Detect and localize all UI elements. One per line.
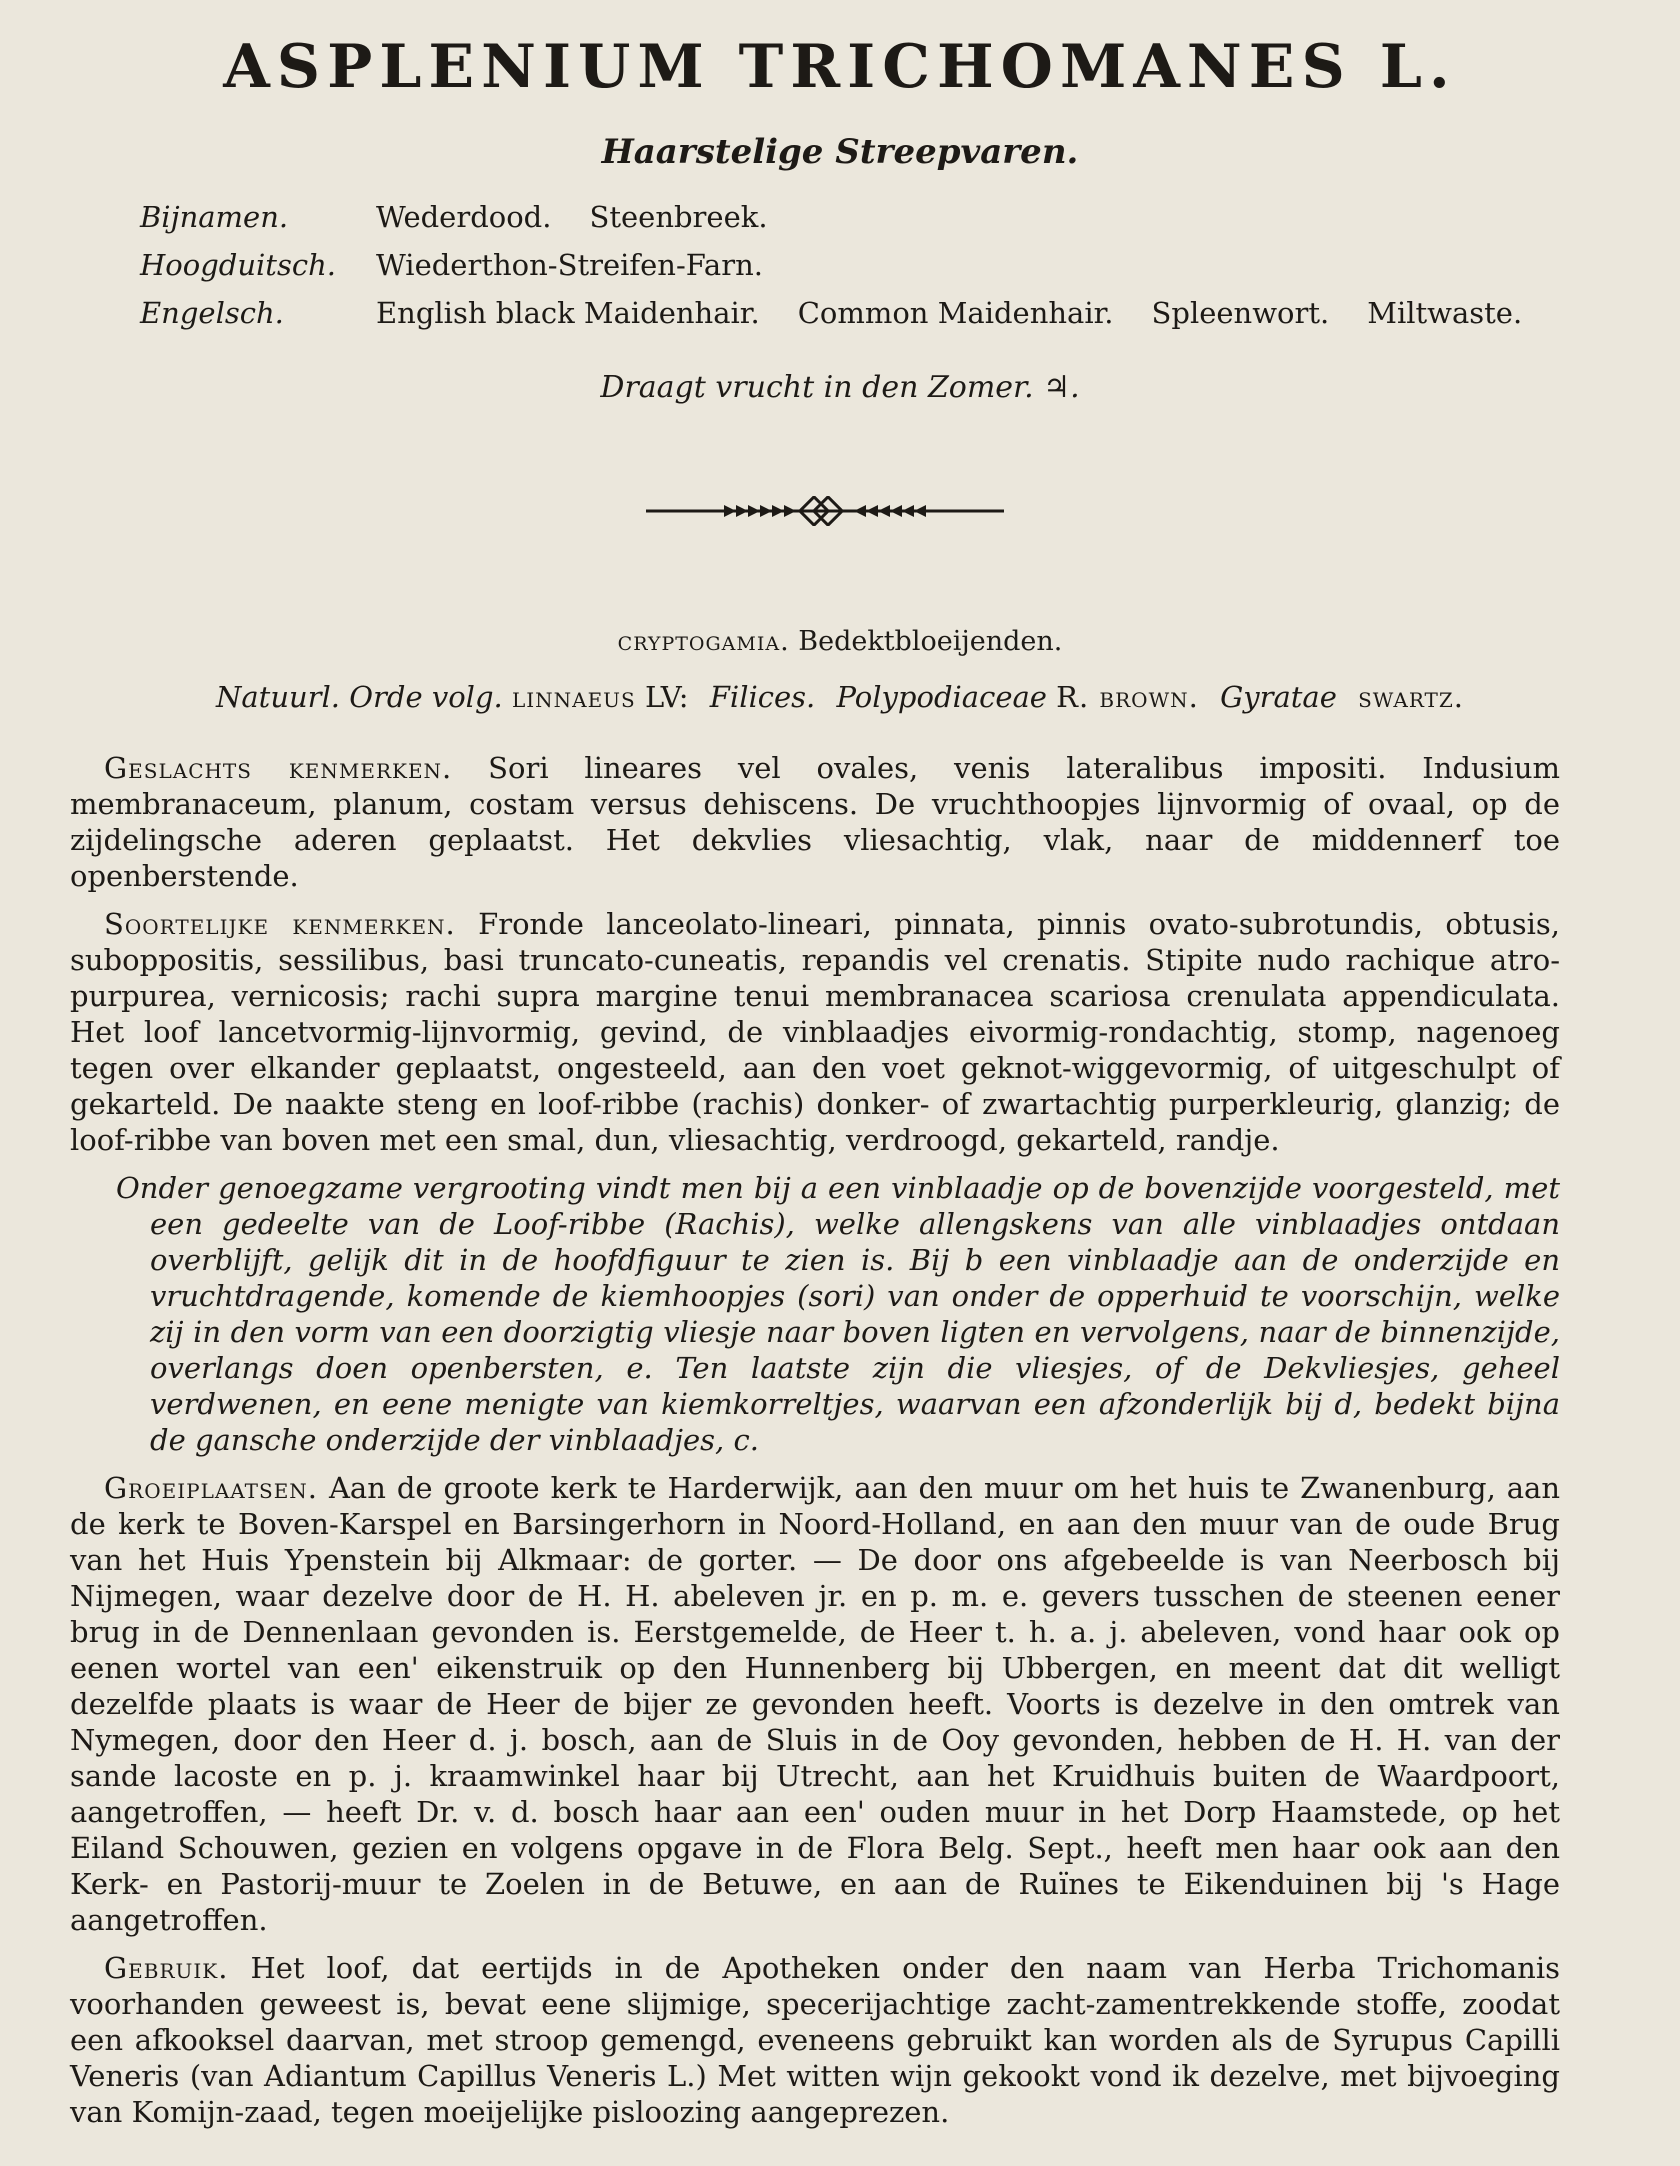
name-value: English black Maidenhair.: [376, 296, 760, 330]
order-gyratae: Gyratae: [1220, 680, 1337, 714]
name-row-engelsch: [140, 296, 1560, 344]
name-value: Wederdood.: [376, 200, 552, 234]
name-label: Engelsch.: [140, 296, 284, 330]
name-value: Spleenwort.: [1151, 296, 1330, 330]
genus-characters: [70, 750, 1560, 894]
order-filices: Filices.: [709, 680, 816, 714]
author-brown: R. brown.: [1056, 680, 1199, 714]
name-row-hoogduitsch: [140, 248, 1560, 296]
author-swartz: swartz.: [1358, 680, 1464, 714]
order-polypodiaceae: Polypodiaceae: [836, 680, 1047, 714]
body-text: [70, 750, 1560, 2142]
section-text: Het loof, dat eertijds in de Apotheken onder den naam van Herba Trichomanis voorhanden geweest is, bevat eene slijmige, specerijachtige zacht-zamentrekkende stoffe, zoodat een afkooksel daarvan, met stroop gemengd, eveneens gebruikt kan worden als de Syrupus Capilli Veneris (van Adiantum Capillus Veneris L.) Met witten wijn gekookt vond ik dezelve, met bijvoeging van Komijn-zaad, tegen moeijelijke pisloozing aangeprezen.: [70, 1951, 1561, 2129]
name-value: Miltwaste.: [1367, 296, 1523, 330]
section-text: Fronde lanceolato-lineari, pinnata, pinnis ovato-subrotundis, obtusis, suboppositis, sessilibus, basi truncato-cuneatis, repandis vel crenatis. Stipite nudo rachique atro-purpurea, vernicosis; rachi supra margine tenui membranacea scariosa crenulata appendiculata. Het loof lancetvormig-lijnvormig, gevind, de vinblaadjes eivormig-rondachtig, stomp, nagenoeg tegen over elkander geplaatst, ongesteeld, aan den voet geknot-wiggevormig, of uitgeschulpt of gekarteld. De naakte steng en loof-ribbe (rachis) donker- of zwartachtig purperkleurig, glanzig; de loof-ribbe van boven met een smal, dun, vliesachtig, verdroogd, gekarteld, randje.: [70, 907, 1561, 1157]
species-characters: [70, 906, 1560, 1158]
section-heading: Gebruik.: [104, 1951, 229, 1985]
order-prefix: Natuurl. Orde volg.: [216, 680, 503, 714]
name-label: Hoogduitsch.: [140, 248, 336, 282]
natural-order-line: [0, 680, 1680, 714]
magnification-note: [70, 1170, 1560, 1458]
name-row-bijnamen: [140, 200, 1560, 248]
name-label: Bijnamen.: [140, 200, 289, 234]
name-value: Steenbreek.: [589, 200, 768, 234]
page-subtitle: Haarstelige Streepvaren.: [601, 132, 1079, 172]
page-title: ASPLENIUM TRICHOMANES L.: [223, 32, 1457, 102]
fruiting-season: Draagt vrucht in den Zomer. ♃.: [600, 370, 1080, 405]
author-linnaeus: linnaeus: [511, 680, 636, 714]
section-heading: Groeiplaatsen.: [104, 1471, 319, 1505]
usage: [70, 1950, 1560, 2130]
class-name: cryptogamia.: [617, 626, 790, 657]
section-heading: Soortelijke kenmerken.: [104, 907, 456, 941]
ornament-divider: [646, 496, 1004, 526]
section-text: Sori lineares vel ovales, venis lateralibus impositi. Indusium membranaceum, planum, costam versus dehiscens. De vruchthoopjes lijnvormig of ovaal, op de zijdelingsche aderen geplaatst. Het dekvlies vliesachtig, vlak, naar de middennerf toe openberstende.: [70, 751, 1560, 893]
name-value: Common Maidenhair.: [797, 296, 1114, 330]
note-text: Onder genoegzame vergrooting vindt men bij a een vinblaadje op de bovenzijde voorgesteld, met een gedeelte van de Loof-ribbe (Rachis), welke allengskens van alle vinblaadjes ontdaan overblijft, gelijk dit in de hoofdfiguur te zien is. Bij b een vinblaadje aan de onderzijde en vruchtdragende, komende de kiemhoopjes (sori) van onder de opperhuid te voorschijn, welke zij in den vorm van een doorzigtig vliesje naar boven ligten en vervolgens, naar de binnenzijde, overlangs doen openbersten, e. Ten laatste zijn die vliesjes, of de Dekvliesjes, geheel verdwenen, en eene menigte van kiemkorreltjes, waarvan een afzonderlijk bij d, bedekt bijna de gansche onderzijde der vinblaadjes, c.: [116, 1171, 1560, 1457]
section-heading: Geslachts kenmerken.: [104, 751, 453, 785]
class-dutch: Bedektbloeijenden.: [798, 626, 1063, 657]
section-text: Aan de groote kerk te Harderwijk, aan den muur om het huis te Zwanenburg, aan de kerk te Boven-Karspel en Barsingerhorn in Noord-Holland, en aan den muur van de oude Brug van het Huis Ypenstein bij Alkmaar: de gorter. — De door ons afgebeelde is van Neerbosch bij Nijmegen, waar dezelve door de H. H. abeleven jr. en p. m. e. gevers tusschen de steenen eener brug in de Dennenlaan gevonden is. Eerstgemelde, de Heer t. h. a. j. abeleven, vond haar ook op eenen wortel van een' eikenstruik op den Hunnenberg bij Ubbergen, en meent dat dit welligt dezelfde plaats is waar de Heer de bijer ze gevonden heeft. Voorts is dezelve in den omtrek van Nymegen, door den Heer d. j. bosch, aan de Sluis in de Ooy gevonden, hebben de H. H. van der sande lacoste en p. j. kraamwinkel haar bij Utrecht, aan het Kruidhuis buiten de Waardpoort, aangetroffen, — heeft Dr. v. d. bosch haar aan een' ouden muur in het Dorp Haamstede, op het Eiland Schouwen, gezien en volgens opgave in de Flora Belg. Sept., heeft men haar ook aan den Kerk- en Pastorij-muur te Zoelen in de Betuwe, en aan de Ruïnes te Eikenduinen bij 's Hage aangetroffen.: [70, 1471, 1561, 1937]
habitats: [70, 1470, 1560, 1938]
vernacular-names: [140, 200, 1560, 344]
order-number: LV:: [644, 680, 689, 714]
classification-line: [0, 626, 1680, 657]
name-value: Wiederthon-Streifen-Farn.: [376, 248, 763, 282]
